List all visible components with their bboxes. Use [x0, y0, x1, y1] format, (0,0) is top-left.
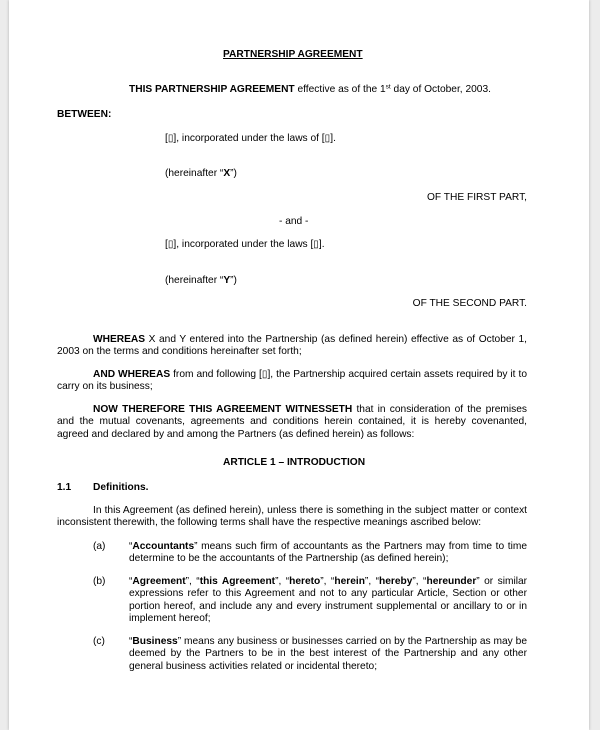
party1-hereinafter-post: ”)	[230, 168, 237, 179]
section-title: Definitions.	[93, 482, 149, 493]
definition-agreement	[129, 576, 527, 626]
intro-text-end: day of October, 2003.	[390, 84, 491, 95]
party2-line: [▯], incorporated under the laws [▯].	[165, 239, 325, 250]
party1-line: [▯], incorporated under the laws of [▯].	[165, 133, 336, 144]
intro-text: effective as of the 1	[294, 84, 386, 95]
party1-name: X	[223, 168, 231, 179]
party1-hereinafter-pre: (hereinafter “	[165, 168, 224, 179]
recital-now-therefore-bold: NOW THEREFORE THIS AGREEMENT WITNESSETH	[93, 404, 353, 415]
intro-sup: st	[385, 83, 391, 91]
definition-label-c: (c)	[93, 636, 105, 647]
def-b-mid2: ”, “	[275, 576, 290, 587]
def-b-term5: hereby	[378, 576, 413, 587]
recital-now-therefore	[57, 404, 527, 441]
recital-and-whereas-text: from and following [▯], the Partnership acquired certain assets required by it to carry on its business;	[57, 369, 527, 393]
party2-hereinafter-pre: (hereinafter “	[165, 275, 224, 286]
section-number: 1.1	[57, 482, 72, 493]
document-title: PARTNERSHIP AGREEMENT	[223, 49, 363, 60]
recital-and-whereas	[57, 369, 527, 394]
article-heading: ARTICLE 1 – INTRODUCTION	[223, 457, 366, 468]
def-b-term3: hereto	[289, 576, 321, 587]
def-b-rest: ” or similar expressions refer to this Agreement and not to any particular Article, Section or other portion hereof, and include any and every instrument supplemental or ancillary to or in implement hereof;	[129, 576, 528, 625]
def-b-term6: hereunder	[426, 576, 477, 587]
party2-hereinafter	[165, 275, 237, 287]
def-b-mid1: ”, “	[185, 576, 200, 587]
def-a-term: Accountants	[132, 541, 195, 552]
def-b-term4: herein	[334, 576, 365, 587]
party2-name: Y	[223, 275, 231, 286]
between-label: BETWEEN:	[57, 109, 112, 120]
definition-label-b: (b)	[93, 576, 106, 587]
recital-whereas-bold: WHEREAS	[93, 334, 146, 345]
definition-business	[129, 636, 527, 673]
recital-whereas-text: X and Y entered into the Partnership (as defined herein) effective as of October 1, 2003 on the terms and conditions hereinafter set forth;	[57, 334, 527, 358]
definition-accountants	[129, 541, 527, 566]
def-a-quote: “	[129, 541, 133, 552]
recital-and-whereas-bold: AND WHEREAS	[93, 369, 171, 380]
definitions-intro: In this Agreement (as defined herein), unless there is something in the subject matter or context inconsistent therewith, the following terms shall have the respective meanings ascribed below:	[57, 505, 527, 529]
document-page	[9, 0, 589, 730]
intro-bold: THIS PARTNERSHIP AGREEMENT	[129, 84, 295, 95]
def-c-quote: “	[129, 636, 133, 647]
def-b-term2: this Agreement	[199, 576, 276, 587]
definition-label-a: (a)	[93, 541, 106, 552]
def-a-rest: ” means such firm of accountants as the Partners may from time to time determine to be the accountants of the Partnership (as defined herein);	[129, 541, 527, 565]
def-c-rest: ” means any business or businesses carried on by the Partnership as may be deemed by the Partners to be in the best interest of the Partnership and any other general business activities related or incidental thereto;	[129, 636, 527, 672]
def-b-term: Agreement	[132, 576, 186, 587]
def-c-term: Business	[132, 636, 178, 647]
party1-part: OF THE FIRST PART,	[426, 192, 527, 203]
party2-hereinafter-post: ”)	[230, 275, 237, 286]
def-b-mid3: ”, “	[320, 576, 335, 587]
recital-whereas	[57, 334, 527, 359]
party2-part: OF THE SECOND PART.	[412, 298, 527, 309]
intro-line	[129, 84, 491, 96]
def-b-quote: “	[129, 576, 133, 587]
and-separator: - and -	[279, 216, 309, 227]
def-b-mid4: ”, “	[364, 576, 379, 587]
def-b-mid5: ”, “	[412, 576, 427, 587]
party1-hereinafter	[165, 168, 237, 180]
recital-now-therefore-text: that in consideration of the premises and the mutual covenants, agreements and conditions herein contained, it is hereby covenanted, agreed and declared by and among the Partners (as defined herein) as follows:	[57, 404, 527, 440]
